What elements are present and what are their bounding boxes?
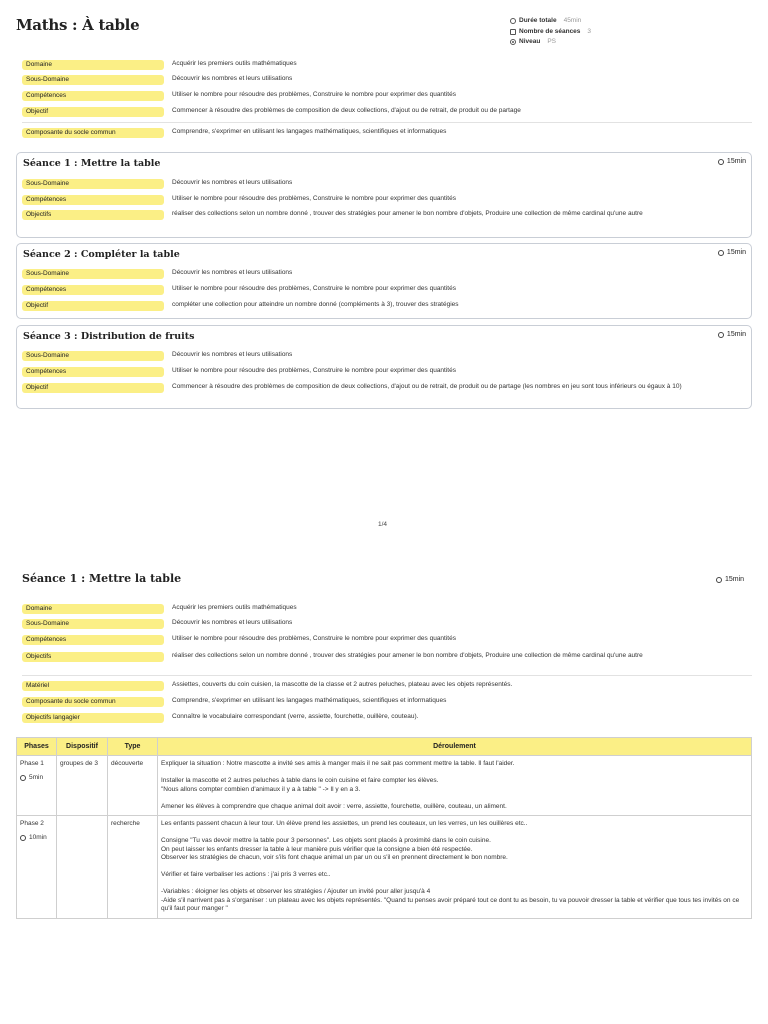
field-value: Utiliser le nombre pour résoudre des problèmes, Construire le nombre pour exprimer des quantités	[172, 195, 456, 202]
field-value: Utiliser le nombre pour résoudre des problèmes, Construire le nombre pour exprimer des quantités	[172, 285, 456, 292]
text-line	[161, 769, 748, 778]
field-value: Utiliser le nombre pour résoudre des problèmes, Construire le nombre pour exprimer des quantités	[172, 91, 456, 98]
column-header: Phases	[17, 738, 57, 756]
field-label: Objectifs langagier	[22, 713, 164, 723]
seance-row	[22, 179, 292, 189]
seance-row	[22, 367, 456, 377]
text-line	[161, 794, 748, 803]
field-label: Domaine	[22, 60, 164, 70]
summary-row-sous-domaine	[22, 75, 292, 85]
seance-row	[22, 195, 456, 205]
text-line: Observer les stratégies de chacun, voir s'ils font chaque animal un par un ou s'il en prennent directement le bon nombre.	[161, 854, 508, 861]
field-label: Compétences	[22, 91, 164, 101]
field-value: Découvrir les nombres et leurs utilisations	[172, 619, 293, 626]
seance-row	[22, 301, 459, 311]
deroulement-cell	[158, 816, 752, 919]
field-value: Acquérir les premiers outils mathématiques	[172, 604, 297, 611]
phase-duration	[20, 774, 53, 783]
document-title: Maths : À table	[16, 16, 140, 34]
field-label: Objectif	[22, 301, 164, 311]
seance-card-1	[16, 152, 752, 238]
column-header: Dispositif	[57, 738, 108, 756]
duration-value: 15min	[726, 158, 746, 165]
duration-value: 15min	[726, 249, 746, 256]
text-line: Expliquer la situation : Notre mascotte a invité ses amis à manger mais il ne sait pas comment mettre la table. Il faut l'aider.	[161, 760, 515, 767]
field-label: Compétences	[22, 285, 164, 295]
text-line	[161, 880, 748, 889]
detail-row	[22, 635, 456, 645]
field-label: Sous-Domaine	[22, 179, 164, 189]
detail-row	[22, 697, 446, 707]
duration-value: 5min	[29, 773, 44, 781]
deroulement-cell	[158, 756, 752, 816]
table-row	[17, 756, 752, 816]
detail-row	[22, 604, 297, 614]
seance-row	[22, 351, 292, 361]
field-label: Compétences	[22, 195, 164, 205]
field-label: Sous-Domaine	[22, 619, 164, 629]
field-value: Découvrir les nombres et leurs utilisations	[172, 269, 293, 276]
clock-icon	[20, 775, 26, 781]
meta-level	[510, 37, 591, 48]
document-icon	[510, 29, 516, 35]
meta-block	[510, 16, 591, 48]
seance-duration	[718, 331, 746, 338]
field-value: Découvrir les nombres et leurs utilisations	[172, 179, 293, 186]
field-label: Sous-Domaine	[22, 75, 164, 85]
field-value: Commencer à résoudre des problèmes de composition de deux collections, d'ajout ou de retrait, de produit ou de partage	[172, 107, 521, 114]
clock-icon	[718, 332, 724, 338]
field-label: Domaine	[22, 604, 164, 614]
text-line: Les enfants passent chacun à leur tour. Un élève prend les assiettes, un prend les couteaux, un les verres, un les ouillères etc..	[161, 820, 528, 827]
column-header: Type	[108, 738, 158, 756]
field-label: Objectifs	[22, 652, 164, 662]
field-value: Assiettes, couverts du coin cuisien, la mascotte de la classe et 2 autres peluches, plateau avec les objets représentés.	[172, 681, 513, 688]
meta-label: Niveau	[519, 38, 541, 45]
meta-value: 3	[587, 27, 592, 35]
field-label: Matériel	[22, 681, 164, 691]
clock-icon	[718, 250, 724, 256]
field-value: Connaître le vocabulaire correspondant (verre, assiette, fourchette, ouillère, couteau).	[172, 713, 419, 720]
field-value: Découvrir les nombres et leurs utilisations	[172, 75, 293, 82]
seance-row	[22, 285, 456, 295]
seance-detail-duration	[716, 576, 744, 583]
summary-row-socle	[22, 128, 446, 138]
duration-value: 15min	[725, 576, 745, 583]
seance-row	[22, 269, 292, 279]
detail-row	[22, 619, 292, 629]
column-header: Déroulement	[158, 738, 752, 756]
meta-value: PS	[547, 38, 556, 45]
text-line: Installer la mascotte et 2 autres peluches à table dans le coin cuisine et faire compter les élèves.	[161, 777, 439, 784]
clock-icon	[718, 159, 724, 165]
meta-duration	[510, 16, 591, 27]
meta-value: 45min	[563, 17, 582, 24]
text-line: -Variables : éloigner les objets et observer les stratégies / Ajouter un invité pour aller jusqu'à 4	[161, 888, 431, 895]
duration-value: 10min	[29, 833, 47, 841]
field-label: Objectif	[22, 383, 164, 393]
field-value: Utiliser le nombre pour résoudre des problèmes, Construire le nombre pour exprimer des quantités	[172, 367, 456, 374]
summary-row-objectif	[22, 107, 521, 117]
table-row	[17, 816, 752, 919]
seance-row	[22, 210, 747, 220]
field-label: Composante du socle commun	[22, 128, 164, 138]
seance-row	[22, 383, 747, 393]
meta-label: Durée totale	[519, 17, 557, 24]
field-value: réaliser des collections selon un nombre donné , trouver des stratégies pour amener le bon nombre d'objets, Produire une collection de même cardinal qu'une autre	[172, 210, 643, 217]
level-icon	[510, 39, 516, 45]
field-value: Utiliser le nombre pour résoudre des problèmes, Construire le nombre pour exprimer des quantités	[172, 635, 456, 642]
field-value: réaliser des collections selon un nombre donné , trouver des stratégies pour amener le bon nombre d'objets, Produire une collection de même cardinal qu'une autre	[172, 652, 643, 659]
meta-sessions	[510, 27, 591, 38]
text-line	[161, 863, 748, 872]
field-label: Sous-Domaine	[22, 351, 164, 361]
seance-card-2	[16, 243, 752, 319]
detail-row	[22, 652, 747, 662]
field-value: Comprendre, s'exprimer en utilisant les langages mathématiques, scientifiques et informatiques	[172, 697, 447, 704]
field-label: Objectif	[22, 107, 164, 117]
field-value: Acquérir les premiers outils mathématiques	[172, 60, 297, 67]
phases-table	[16, 737, 752, 919]
field-value: Commencer à résoudre des problèmes de composition de deux collections, d'ajout ou de retrait, de produit ou de partage (les nombres en jeu sont tous inférieurs ou égaux à 10)	[172, 383, 682, 390]
field-value: compléter une collection pour atteindre un nombre donné (compléments à 3), trouver des stratégies	[172, 301, 459, 308]
dispositif-cell	[57, 816, 108, 919]
phase-duration	[20, 834, 53, 843]
clock-icon	[716, 577, 722, 583]
text-line: On peut laisser les enfants dresser la table à leur manière puis vérifier que la consigne a bien été respectée.	[161, 845, 473, 853]
field-value: Comprendre, s'exprimer en utilisant les langages mathématiques, scientifiques et informatiques	[172, 128, 447, 135]
clock-icon	[510, 18, 516, 24]
summary-row-domaine	[22, 60, 297, 70]
meta-label: Nombre de séances	[519, 27, 581, 35]
clock-icon	[20, 835, 26, 841]
text-line: "Nous allons compter combien d'animaux il y a à table " -> Il y en a 3.	[161, 785, 361, 793]
text-line: Consigne "Tu vas devoir mettre la table pour 3 personnes". Les objets sont placés à proximité dans le coin cuisine.	[161, 837, 491, 844]
text-line: Vérifier et faire verbaliser les actions : j'ai pris 3 verres etc..	[161, 871, 331, 878]
seance-duration	[718, 158, 746, 165]
field-label: Compétences	[22, 635, 164, 645]
phase-cell	[17, 816, 57, 919]
text-line: -Aide s'il narrivent pas à s'organiser : un plateau avec les objets représentés. "Quand tu penses avoir préparé tout ce dont tu as besoin, tu va pouvoir dresser la table et vérifier que tous tes invités on ce qu'il faut pour manger "	[161, 896, 740, 912]
type-cell: découverte	[108, 756, 158, 816]
phase-cell	[17, 756, 57, 816]
phase-name: Phase 1	[20, 760, 44, 767]
text-line: Amener les élèves à comprendre que chaque animal doit avoir : verre, assiette, fourchette, ouillère, couteau, un aliment.	[161, 802, 507, 810]
field-label: Composante du socle commun	[22, 697, 164, 707]
dispositif-cell: groupes de 3	[57, 756, 108, 816]
field-label: Sous-Domaine	[22, 269, 164, 279]
duration-value: 15min	[726, 331, 746, 338]
seance-card-3	[16, 325, 752, 409]
seance-title: Séance 3 : Distribution de fruits	[23, 331, 195, 342]
summary-row-competences	[22, 91, 456, 101]
seance-duration	[718, 249, 746, 256]
phase-name: Phase 2	[20, 820, 44, 827]
detail-row	[22, 713, 418, 723]
divider	[22, 122, 752, 123]
detail-row	[22, 681, 512, 691]
divider	[22, 675, 752, 676]
field-value: Découvrir les nombres et leurs utilisations	[172, 351, 293, 358]
field-label: Objectifs	[22, 210, 164, 220]
table-header-row	[17, 738, 752, 756]
field-label: Compétences	[22, 367, 164, 377]
seance-title: Séance 1 : Mettre la table	[23, 158, 161, 169]
seance-detail-title: Séance 1 : Mettre la table	[22, 572, 182, 585]
text-line	[161, 829, 748, 838]
seance-title: Séance 2 : Compléter la table	[23, 249, 180, 260]
page-number: 1/4	[378, 521, 388, 528]
type-cell: recherche	[108, 816, 158, 919]
